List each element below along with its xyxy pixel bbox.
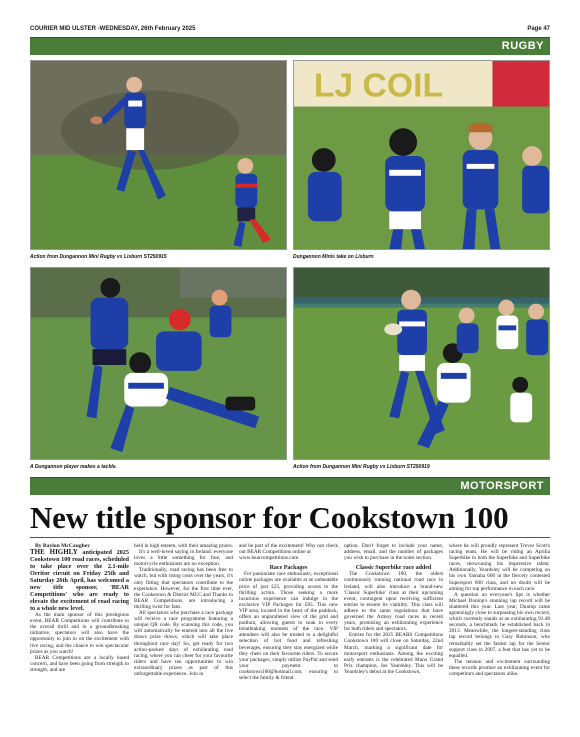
- byline: By Baylon McCaughey: [35, 543, 91, 549]
- rugby-section-bar: [30, 37, 550, 55]
- article-column-5: [449, 543, 550, 677]
- photo-caption-4: Action from Dungannon Mini Rugby vs Lisburn ST250919: [293, 464, 430, 470]
- photo-rugby-2: [293, 60, 550, 250]
- headline-rule: [30, 537, 550, 538]
- paragraph: All spectators who purchase a race package will receive a race programme featuring a unique QR code. By scanning this code, you will automatically be entered into all the live draws prize draws, which will take place throughout race day! So, get ready for two action-packed days of exhilarating road racing, where you can cheer for your favourite riders and have ten opportunities to win extraordinary prizes as part of this unforgettable experience. Join in: [134, 610, 233, 677]
- photo-rugby-4: [293, 267, 550, 460]
- paragraph: BEAR Competitions are a locally based concern, and have been going from strength to strength, and are: [30, 654, 129, 673]
- paragraph: A question on everyone's lips is whether Michael Dunlop's stunning lap record will be shattered this year. Last year, Dunlop came agonizingly close to surpassing his own record, which currently stands at an exhilarating 91.48 seconds, a benchmark he established back in 2013. Meanwhile, the longest-standing class lap record belongs to Gary Robinson, who remarkably set the fastest lap for the Senior support class in 2007, a feat that has yet to be equalled.: [449, 591, 550, 659]
- article-column-2: [134, 543, 233, 677]
- article-column-1: [30, 543, 129, 673]
- article-column-3: [239, 543, 338, 681]
- subheading-race-packages: Race Packages: [269, 565, 308, 572]
- intro-lead: THE HIGHLY: [30, 548, 78, 557]
- signage-text: LJ COIL: [313, 67, 444, 105]
- subheading-classic-superbike: Classic Superbike race added: [355, 565, 432, 572]
- issue-date: COURIER MID ULSTER -WEDNESDAY, 26th February 2025: [30, 26, 196, 32]
- photo-rugby-1: [30, 60, 287, 250]
- paragraph: Traditionally, road racing has been free to watch, but with rising costs over the years, it's only fitting that spectators contribute to the experience. However, for the first time ever, the Cookstown & District MCC and Thanks to BEAR Competitions, are introducing a thrilling twist for fans.: [134, 567, 233, 610]
- photo-caption-3: A Dungannon player makes a tackle.: [30, 464, 117, 470]
- page-number: Page 47: [527, 26, 550, 32]
- paragraph: Entries for the 2025 BEARS Competitions Cookstown 100 will close on Saturday, 22nd March, marking a significant date for motorsport enthusiasts. Among the exciting early entrants is the celebrated Manx Grand Prix champion, Joe Yeardsley. This will be Yeardsley's debut at the Cookstown,: [344, 632, 443, 675]
- paragraph: The tension and excitement surrounding these records promise an exhilarating event for competitors and spectators alike.: [449, 658, 550, 677]
- paragraph: and be part of the excitement! Why not check out BEAR Competitions online at: [239, 543, 338, 556]
- website-link[interactable]: www.bearcompetitions.com: [239, 555, 299, 562]
- intro-rest: anticipated 2025 Cookstown 100 road races, scheduled to take place over the 2.1-mile Orritor circuit on Friday 25th and Saturday 26th April, has welcomed a new title sponsor, 'BEAR Competitions' who are ready to elevate the excitement of road racing to a whole new level.: [30, 549, 129, 613]
- article-headline: New title sponsor for Cookstown 100: [30, 500, 509, 535]
- paragraph: option. Don't forget to include your name, address, email, and the number of packages you wish to purchase in the notes section.: [344, 543, 443, 562]
- paragraph: held in high esteem, with their amazing prizes.: [134, 543, 233, 549]
- motorsport-section-label: MOTORSPORT: [460, 480, 544, 492]
- article-intro: [30, 549, 129, 612]
- rugby-section-label: RUGBY: [501, 40, 544, 52]
- article-column-4: [344, 543, 443, 675]
- masthead: [30, 26, 550, 36]
- photo-rugby-3: [30, 267, 287, 460]
- paragraph: where he will proudly represent Trevor Scott's racing team. He will be riding an Aprilia Superbike in both the Superbike and Superbike races, showcasing his impressive talent. Additionally, Yeardsley will be competing on his own Yamaha 600 in the fiercely contested Supersport 600 class, and no doubt will be aiming for top performance in each race.: [449, 543, 550, 592]
- paragraph: It's a well-loved saying in Ireland: everyone loves a little something for free, and motorcycle enthusiasts are no exception.: [134, 549, 233, 568]
- photo-caption-1: Action from Dungannon Mini Rugby vs Lisburn ST250915: [30, 254, 167, 260]
- paragraph: The Cookstown 100, the oldest continuously running national road race in Ireland, will also introduce a brand-new 'Classic Superbike' class at their upcoming event, contingent upon receiving sufficient entries to ensure its viability. This class will adhere to the same regulations that have governed the Armoy road races in recent years, promising an exhilarating experience for both riders and spectators.: [344, 571, 443, 633]
- photo-caption-2: Dungannon Minis take on Lisburn: [293, 254, 374, 260]
- paragraph: For passionate race enthusiasts, exceptional online packages are available at an unbeatable price of just £25, providing access to the thrilling action. Those seeking a more luxurious experience can indulge in the exclusive VIP Packages for £85. This new VIP area, located in the heart of the paddock, offers an unparalleled view of the grid and podium, allowing guests to soak in every breathtaking moment of the race. VIP attendees will also be treated to a delightful selection of hot food and refreshing beverages, ensuring they stay energized while they cheer on their favourite riders. To secure your packages, simply utilize PayPal and send your payment to cookstown100@hotmail.com, ensuring to select the family & friend: [239, 571, 338, 681]
- paragraph: As the main sponsor of this prestigious event, BEAR Competitions will contribute to the overall thrill and in a groundbreaking initiative, spectators will also have the opportunity to join in on the excitement with live racing, and the chance to win spectacular prizes as you watch!: [30, 612, 129, 655]
- motorsport-section-bar: [30, 477, 550, 495]
